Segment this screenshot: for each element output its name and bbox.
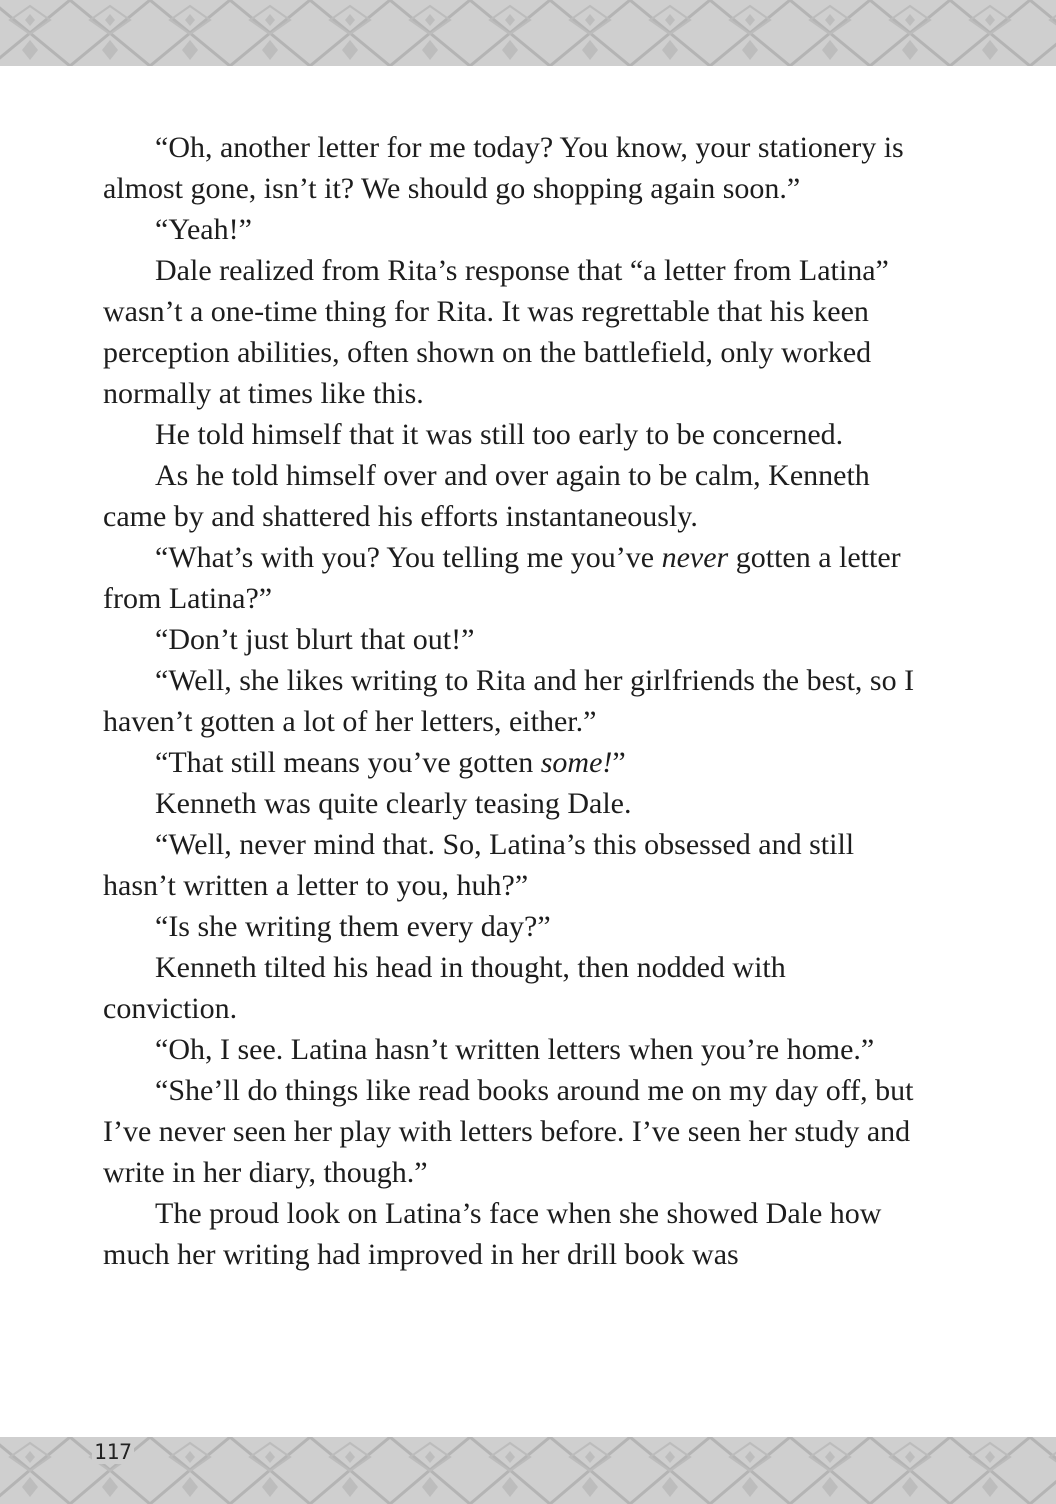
italic-emphasis: never: [661, 541, 729, 574]
paragraph: He told himself that it was still too early to be concerned.: [155, 418, 844, 451]
paragraph: [103, 537, 923, 619]
paragraph-text: “That still means you’ve gotten: [155, 746, 541, 779]
header-pattern-band: [0, 0, 1056, 66]
paragraph: [103, 742, 923, 783]
italic-emphasis: some!: [540, 746, 613, 779]
diamond-fleur-pattern-icon: [0, 1437, 1056, 1504]
body-text: [103, 127, 923, 1275]
paragraph: “Yeah!”: [155, 213, 252, 246]
paragraph: “Well, she likes writing to Rita and her girlfriends the best, so I haven’t gotten a lot of her letters, either.”: [103, 664, 915, 738]
paragraph: Kenneth tilted his head in thought, then nodded with conviction.: [103, 951, 786, 1025]
paragraph: The proud look on Latina’s face when she showed Dale how much her writing had improved in her drill book was: [103, 1197, 882, 1271]
footer-pattern-band: [0, 1437, 1056, 1504]
paragraph-text: ”: [612, 746, 626, 779]
paragraph-text: gotten a letter from Latina?”: [103, 541, 901, 615]
paragraph: “Don’t just blurt that out!”: [155, 623, 475, 656]
paragraph-text: “What’s with you? You telling me you’ve: [155, 541, 662, 574]
paragraph: “Is she writing them every day?”: [155, 910, 551, 943]
paragraph: “Oh, another letter for me today? You know, your stationery is almost gone, isn’t it? We should go shopping again soon.”: [103, 131, 904, 205]
paragraph: As he told himself over and over again to be calm, Kenneth came by and shattered his efforts instantaneously.: [103, 459, 870, 533]
paragraph: “Oh, I see. Latina hasn’t written letters when you’re home.”: [155, 1033, 875, 1066]
diamond-fleur-pattern-icon: [0, 0, 1056, 66]
paragraph: “She’ll do things like read books around me on my day off, but I’ve never seen her play with letters before. I’ve seen her study and write in her diary, though.”: [103, 1074, 914, 1189]
paragraph: Dale realized from Rita’s response that “a letter from Latina” wasn’t a one-time thing for Rita. It was regrettable that his keen perception abilities, often shown on the battlefield, only worked normally at times like this.: [103, 254, 889, 410]
paragraph: Kenneth was quite clearly teasing Dale.: [155, 787, 632, 820]
page-number: 117: [94, 1440, 132, 1464]
paragraph: “Well, never mind that. So, Latina’s this obsessed and still hasn’t written a letter to you, huh?”: [103, 828, 855, 902]
